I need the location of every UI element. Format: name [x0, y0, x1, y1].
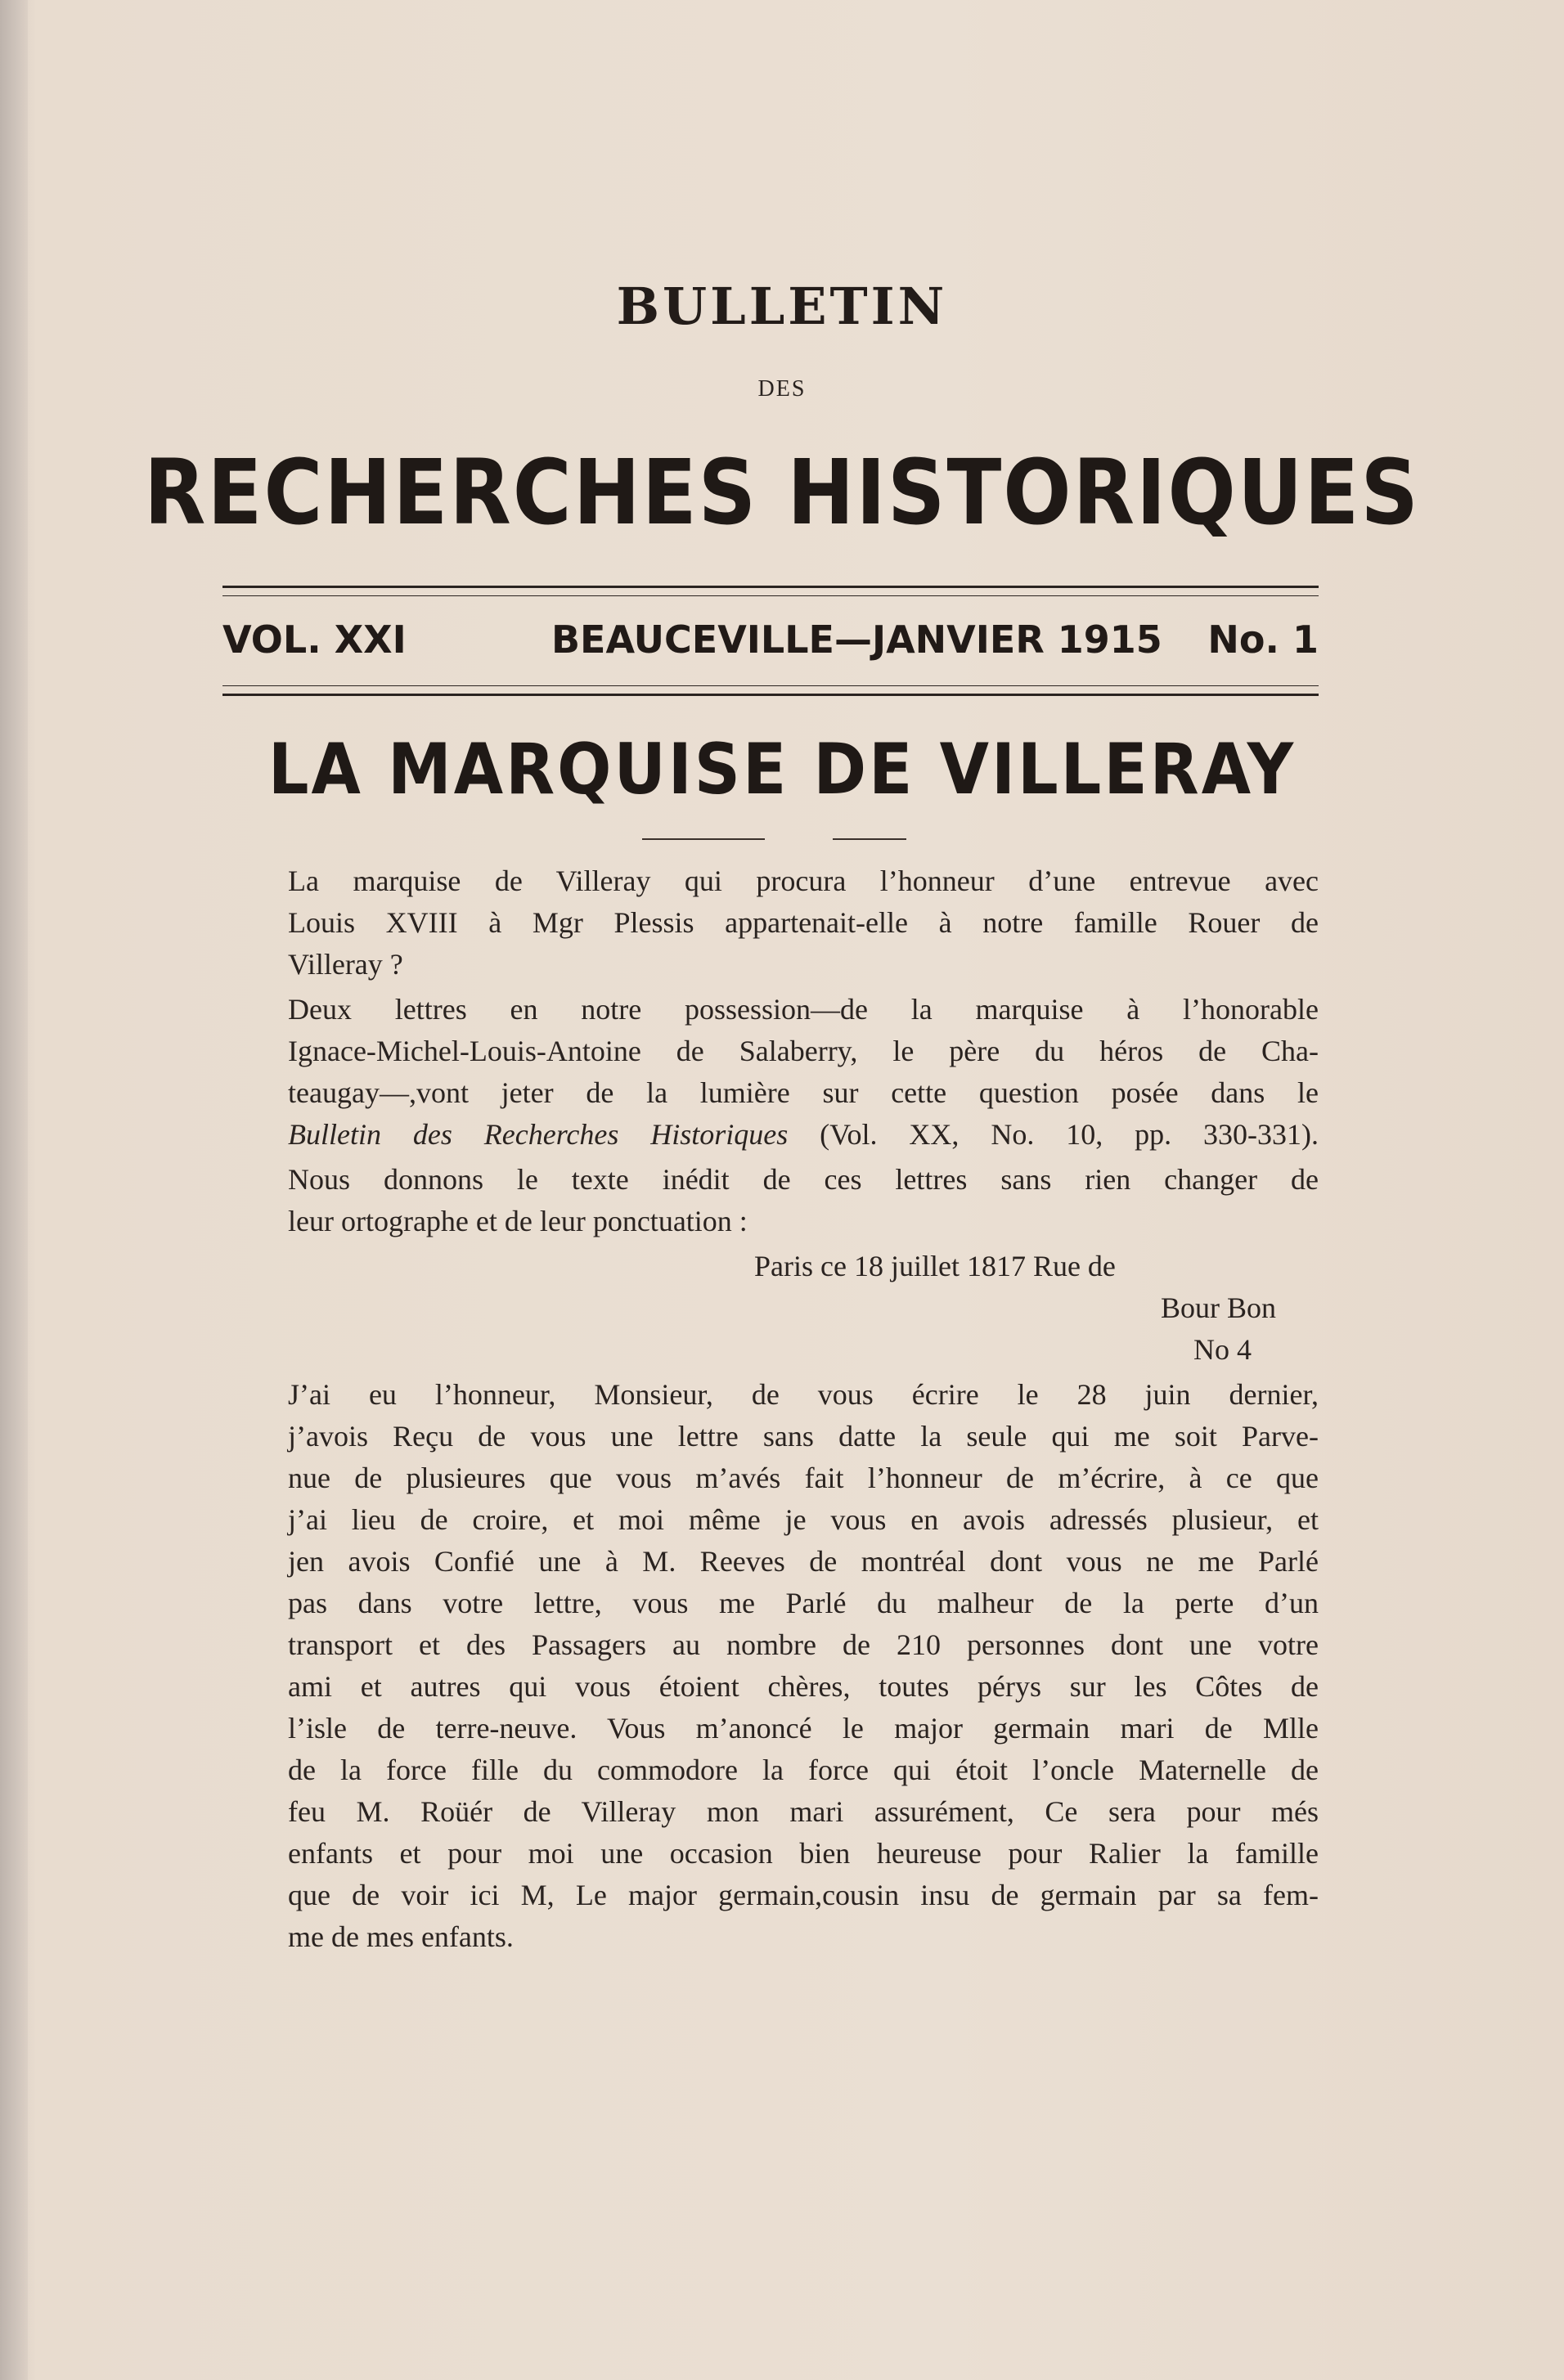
- text-line: pas dans votre lettre, vous me Parlé du malheur de la perte d’un: [288, 1587, 1319, 1619]
- issue-number: No. 1: [1207, 617, 1319, 662]
- text-line: Deux lettres en notre possession—de la marquise à l’honorable: [288, 993, 1319, 1026]
- citation-details: (Vol. XX, No. 10, pp. 330-331).: [788, 1118, 1319, 1151]
- text-line: j’ai lieu de croire, et moi même je vous en avois adressés plusieur, et: [288, 1503, 1319, 1536]
- title-ornament-left: [642, 838, 765, 840]
- text-line: me de mes enfants.: [288, 1920, 514, 1953]
- paragraph-2: [222, 989, 1319, 1156]
- text-line: Nous donnons le texte inédit de ces lettres sans rien changer de: [288, 1163, 1319, 1196]
- text-line: enfants et pour moi une occasion bien heureuse pour Ralier la famille: [288, 1837, 1319, 1870]
- text-line: de la force fille du commodore la force qui étoit l’oncle Maternelle de: [288, 1754, 1319, 1786]
- header-rule-top: [222, 586, 1319, 588]
- letter-dateline: [222, 1246, 1319, 1371]
- issue-row: [222, 617, 1319, 675]
- book-gutter: [0, 0, 28, 2380]
- text-line: que de voir ici M, Le major germain,cousin insu de germain par sa fem-: [288, 1879, 1319, 1911]
- journal-title: Bulletin des Recherches Historiques: [288, 1118, 789, 1151]
- dateline-line: No 4: [1193, 1333, 1252, 1366]
- text-line: teaugay—,vont jeter de la lumière sur cette question posée dans le: [288, 1076, 1319, 1109]
- text-line: leur ortographe et de leur ponctuation :: [288, 1205, 748, 1237]
- header-rule-bottom-thin: [222, 685, 1319, 686]
- text-line-citation: [222, 1114, 1319, 1156]
- title-ornament-right: [833, 838, 906, 840]
- text-line: nue de plusieures que vous m’avés fait l’honneur de m’écrire, à ce que: [288, 1462, 1319, 1494]
- text-line: Louis XVIII à Mgr Plessis appartenait-elle à notre famille Rouer de: [288, 906, 1319, 939]
- article-body: [222, 860, 1319, 1958]
- paragraph-3: [222, 1159, 1319, 1242]
- dateline-line: Paris ce 18 juillet 1817 Rue de: [754, 1250, 1116, 1282]
- text-line: Villeray ?: [288, 948, 403, 981]
- letter-text: [222, 1374, 1319, 1958]
- text-line: jen avois Confié une à M. Reeves de montréal dont vous ne me Parlé: [288, 1545, 1319, 1578]
- dateline-line: Bour Bon: [1160, 1291, 1276, 1324]
- place-date: BEAUCEVILLE—JANVIER 1915: [551, 617, 1162, 662]
- text-line: ami et autres qui vous étoient chères, toutes pérys sur les Côtes de: [288, 1670, 1319, 1703]
- header-rule-bottom: [222, 694, 1319, 696]
- recherches-heading: RECHERCHES HISTORIQUES: [144, 440, 1420, 546]
- article-title: LA MARQUISE DE VILLERAY: [267, 730, 1297, 811]
- bulletin-heading: BULLETIN: [616, 276, 948, 336]
- paragraph-1: [222, 860, 1319, 986]
- volume-number: VOL. XXI: [222, 617, 407, 662]
- text-line: l’isle de terre-neuve. Vous m’anoncé le major germain mari de Mlle: [288, 1712, 1319, 1745]
- text-line: Ignace-Michel-Louis-Antoine de Salaberry, le père du héros de Cha-: [288, 1035, 1319, 1067]
- text-line: J’ai eu l’honneur, Monsieur, de vous écrire le 28 juin dernier,: [288, 1378, 1319, 1411]
- text-line: j’avois Reçu de vous une lettre sans datte la seule qui me soit Parve-: [288, 1420, 1319, 1453]
- text-line: transport et des Passagers au nombre de 210 personnes dont une votre: [288, 1628, 1319, 1661]
- text-line: La marquise de Villeray qui procura l’honneur d’une entrevue avec: [288, 864, 1319, 897]
- text-line: feu M. Roüér de Villeray mon mari assurément, Ce sera pour més: [288, 1795, 1319, 1828]
- des-heading: DES: [757, 376, 807, 402]
- header-rule-top-thin: [222, 595, 1319, 596]
